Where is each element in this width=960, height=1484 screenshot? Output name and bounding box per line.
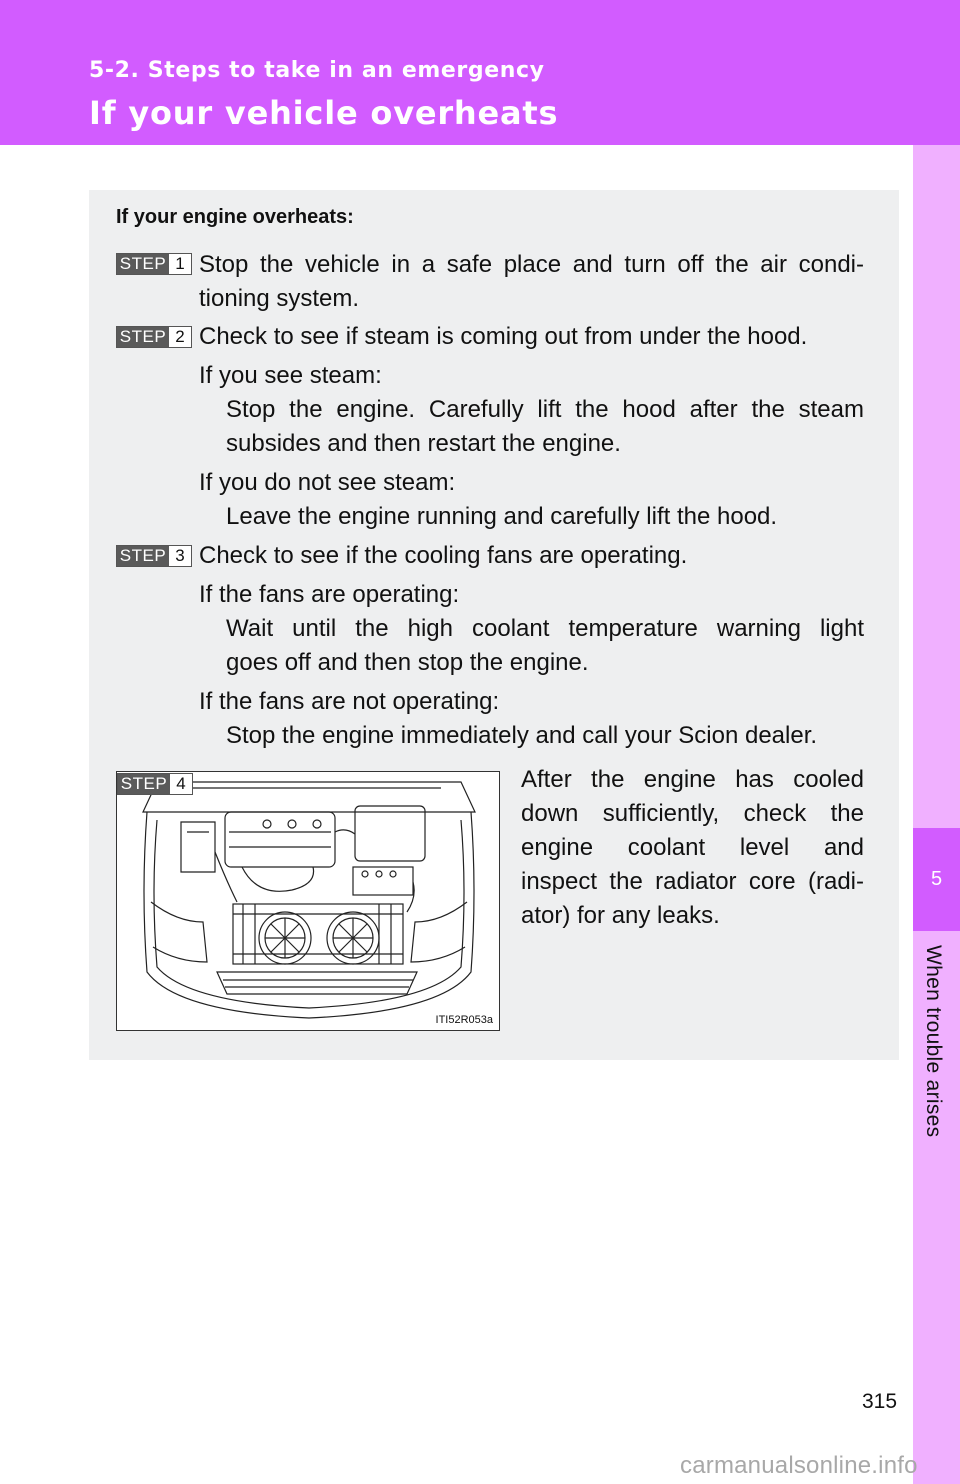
chapter-number: 5 <box>930 868 943 890</box>
step-2-case-1-line-1: Stop the engine. Carefully lift the hood after the steam <box>226 396 864 423</box>
step-number: 2 <box>169 327 191 347</box>
step-label: STEP <box>117 327 169 347</box>
step-number: 1 <box>169 254 191 274</box>
step-number: 4 <box>170 774 192 794</box>
chapter-tab[interactable] <box>913 828 960 931</box>
panel-heading: If your engine overheats: <box>116 206 354 228</box>
step-label: STEP <box>118 774 170 794</box>
step-1-line-2: tioning system. <box>199 285 360 312</box>
engine-bay-drawing <box>117 772 500 1031</box>
side-strip <box>913 145 960 1484</box>
engine-bay-illustration <box>116 771 500 1031</box>
step-number: 3 <box>169 546 191 566</box>
step-3-case-2-line-1: Stop the engine immediately and call your Scion dealer. <box>226 722 818 749</box>
step-3-case-1-condition: If the fans are operating: <box>199 581 460 608</box>
step-4-line-3: engine coolant level and <box>521 834 864 861</box>
step-2-case-2-line-1: Leave the engine running and carefully lift the hood. <box>226 503 778 530</box>
step-2-text: Check to see if steam is coming out from under the hood. <box>199 323 808 350</box>
page-number: 315 <box>862 1390 898 1413</box>
step-4-line-2: down sufficiently, check the <box>521 800 864 827</box>
step-4-line-5: ator) for any leaks. <box>521 902 720 929</box>
step-3-case-1-line-1: Wait until the high coolant temperature warning light <box>226 615 864 642</box>
chapter-title: When trouble arises <box>922 945 945 1138</box>
page-title: If your vehicle overheats <box>89 94 559 132</box>
step-3-case-2-condition: If the fans are not operating: <box>199 688 500 715</box>
step-3-case-1-line-2: goes off and then stop the engine. <box>226 649 589 676</box>
step-4-badge <box>117 773 193 795</box>
step-1-badge <box>116 253 192 275</box>
watermark: carmanualsonline.info <box>680 1452 918 1479</box>
step-2-badge <box>116 326 192 348</box>
step-label: STEP <box>117 254 169 274</box>
step-3-badge <box>116 545 192 567</box>
step-1-line-1: Stop the vehicle in a safe place and turn off the air condi- <box>199 251 864 278</box>
step-label: STEP <box>117 546 169 566</box>
header-bar <box>0 0 960 145</box>
step-4-line-4: inspect the radiator core (radi- <box>521 868 864 895</box>
step-4-line-1: After the engine has cooled <box>521 766 864 793</box>
step-2-case-2-condition: If you do not see steam: <box>199 469 456 496</box>
figure-code: ITI52R053a <box>435 1014 493 1026</box>
step-3-text: Check to see if the cooling fans are operating. <box>199 542 688 569</box>
step-2-case-1-condition: If you see steam: <box>199 362 382 389</box>
section-label: 5-2. Steps to take in an emergency <box>89 58 545 83</box>
step-2-case-1-line-2: subsides and then restart the engine. <box>226 430 621 457</box>
